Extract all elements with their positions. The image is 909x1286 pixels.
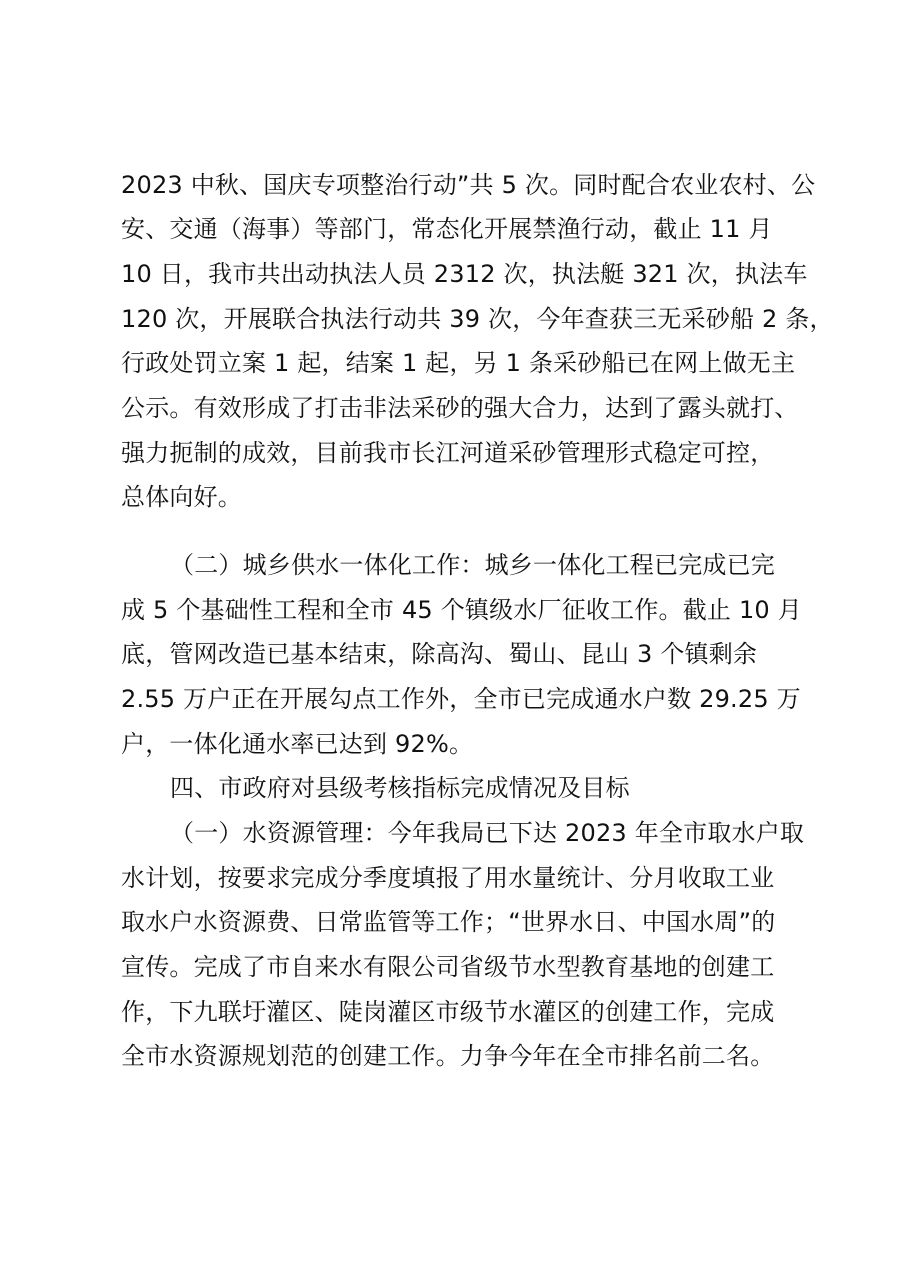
text-line: 水计划，按要求完成分季度填报了用水量统计、分月收取工业 — [121, 864, 775, 892]
text-line: 成 5 个基础性工程和全市 45 个镇级水厂征收工作。截止 10 月 — [121, 596, 802, 624]
text-line: 2023 中秋、国庆专项整治行动”共 5 次。同时配合农业农村、公 — [121, 171, 816, 199]
text-line: 宣传。完成了市自来水有限公司省级节水型教育基地的创建工 — [121, 953, 775, 981]
section-heading-line: （二）城乡供水一体化工作：城乡一体化工程已完成已完 — [170, 551, 775, 579]
text-line: 公示。有效形成了打击非法采砂的强大合力，达到了露头就打、 — [121, 394, 799, 422]
text-line: 作，下九联圩灌区、陡岗灌区市级节水灌区的创建工作，完成 — [121, 998, 775, 1026]
text-line: 户，一体化通水率已达到 92%。 — [121, 730, 474, 758]
text-line: 总体向好。 — [121, 483, 242, 511]
text-line: 安、交通（海事）等部门，常态化开展禁渔行动，截止 11 月 — [121, 215, 773, 243]
text-line: 120 次，开展联合执法行动共 39 次，今年查获三无采砂船 2 条， — [121, 305, 834, 333]
text-line: 底，管网改造已基本结束，除高沟、蜀山、昆山 3 个镇剩余 — [121, 640, 758, 668]
text-line: 行政处罚立案 1 起，结案 1 起，另 1 条采砂船已在网上做无主 — [121, 349, 796, 377]
text-line: 10 日，我市共出动执法人员 2312 次，执法艇 321 次，执法车 — [121, 260, 808, 288]
text-line: 2.55 万户正在开展勾点工作外，全市已完成通水户数 29.25 万 — [121, 685, 801, 713]
text-line: 取水户水资源费、日常监管等工作；“世界水日、中国水周”的 — [121, 908, 776, 936]
text-line: 强力扼制的成效，目前我市长江河道采砂管理形式稳定可控， — [121, 439, 775, 467]
text-line: 全市水资源规划范的创建工作。力争今年在全市排名前二名。 — [121, 1042, 775, 1070]
section-heading: 四、市政府对县级考核指标完成情况及目标 — [170, 774, 630, 802]
section-heading-line: （一）水资源管理：今年我局已下达 2023 年全市取水户取 — [170, 819, 805, 847]
